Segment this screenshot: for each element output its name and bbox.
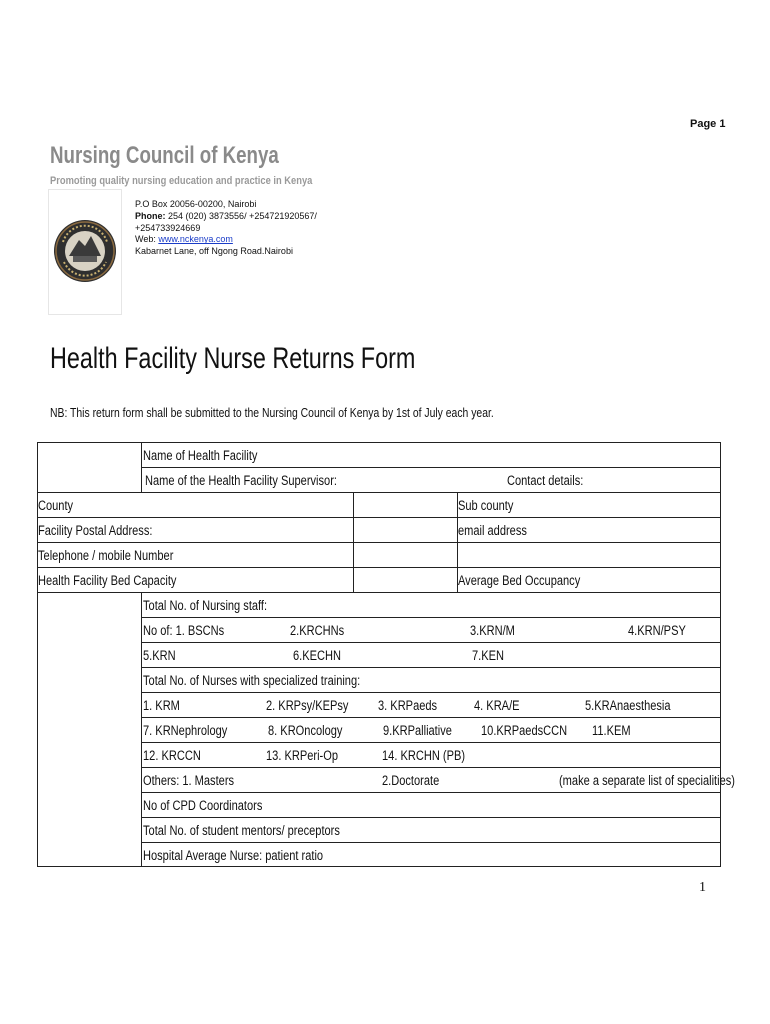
staff-kechn-field[interactable]: 6.KECHN xyxy=(293,648,341,663)
staff-krchn-field[interactable]: 2.KRCHNs xyxy=(290,623,345,638)
spec-krpalliative-field[interactable]: 9.KRPalliative xyxy=(383,723,452,738)
bed-occupancy-field[interactable]: Average Bed Occupancy xyxy=(458,573,581,588)
spec-krccn-field[interactable]: 12. KRCCN xyxy=(143,748,201,763)
cpd-coordinators-field[interactable]: No of CPD Coordinators xyxy=(143,798,263,813)
county-field[interactable]: County xyxy=(38,498,74,513)
supervisor-field[interactable]: Name of the Health Facility Supervisor: xyxy=(145,473,337,488)
postal-address: P.O Box 20056-00200, Nairobi xyxy=(135,199,257,209)
spec-kranaesthesia-field[interactable]: 5.KRAnaesthesia xyxy=(585,698,671,713)
spec-krperiop-field[interactable]: 13. KRPeri-Op xyxy=(266,748,338,763)
specialized-heading: Total No. of Nurses with specialized training: xyxy=(143,673,361,688)
staff-krnm-field[interactable]: 3.KRN/M xyxy=(470,623,515,638)
page-label: Page 1 xyxy=(690,118,726,130)
web-link[interactable]: www.nckenya.com xyxy=(158,234,233,245)
spec-krpsy-field[interactable]: 2. KRPsy/KEPsy xyxy=(266,698,349,713)
organization-tagline: Promoting quality nursing education and practice in Kenya xyxy=(50,175,313,187)
spec-krchnpb-field[interactable]: 14. KRCHN (PB) xyxy=(382,748,466,763)
council-seal-icon xyxy=(49,190,121,314)
form-note: NB: This return form shall be submitted to the Nursing Council of Kenya by 1st of July each year. xyxy=(50,405,494,420)
spec-kroncology-field[interactable]: 8. KROncology xyxy=(268,723,343,738)
specialities-note: (make a separate list of specialities) xyxy=(559,773,735,788)
bed-capacity-field[interactable]: Health Facility Bed Capacity xyxy=(38,573,177,588)
others-masters-field[interactable]: Others: 1. Masters xyxy=(143,773,235,788)
street-address: Kabarnet Lane, off Ngong Road.Nairobi xyxy=(135,246,293,257)
web-label: Web: xyxy=(135,234,159,245)
staff-krnpsy-field[interactable]: 4.KRN/PSY xyxy=(628,623,686,638)
telephone-field[interactable]: Telephone / mobile Number xyxy=(38,548,174,563)
staff-ken-field[interactable]: 7.KEN xyxy=(472,648,505,663)
staff-krn-field[interactable]: 5.KRN xyxy=(143,648,176,663)
spec-krae-field[interactable]: 4. KRA/E xyxy=(474,698,520,713)
phone-line xyxy=(135,211,317,223)
email-field[interactable]: email address xyxy=(458,523,527,538)
spec-kem-field[interactable]: 11.KEM xyxy=(592,723,631,738)
student-mentors-field[interactable]: Total No. of student mentors/ preceptors xyxy=(143,823,340,838)
spec-krpaeds-field[interactable]: 3. KRPaeds xyxy=(378,698,438,713)
staff-bscn-field[interactable]: No of: 1. BSCNs xyxy=(143,623,225,638)
spec-krpaedsccn-field[interactable]: 10.KRPaedsCCN xyxy=(481,723,568,738)
logo-frame xyxy=(48,189,122,315)
organization-name: Nursing Council of Kenya xyxy=(50,142,279,169)
phone-label: Phone: xyxy=(135,210,166,221)
sub-county-field[interactable]: Sub county xyxy=(458,498,514,513)
total-staff-heading: Total No. of Nursing staff: xyxy=(143,598,268,613)
spec-krm-field[interactable]: 1. KRM xyxy=(143,698,180,713)
page-number: 1 xyxy=(699,880,706,895)
contact-details-field[interactable]: Contact details: xyxy=(507,473,584,488)
phone-value: 254 (020) 3873556/ +254721920567/ xyxy=(165,210,317,221)
table-lines xyxy=(37,442,721,867)
others-doctorate-field[interactable]: 2.Doctorate xyxy=(382,773,440,788)
phone-line-2: +254733924669 xyxy=(135,222,201,233)
form-title: Health Facility Nurse Returns Form xyxy=(50,342,416,375)
contact-block xyxy=(135,199,317,258)
nurse-patient-ratio-field[interactable]: Hospital Average Nurse: patient ratio xyxy=(143,848,324,863)
returns-table xyxy=(37,442,735,867)
postal-address-field[interactable]: Facility Postal Address: xyxy=(38,523,153,538)
web-line xyxy=(135,234,317,246)
spec-krnephrology-field[interactable]: 7. KRNephrology xyxy=(143,723,228,738)
facility-name-field[interactable]: Name of Health Facility xyxy=(143,448,258,463)
